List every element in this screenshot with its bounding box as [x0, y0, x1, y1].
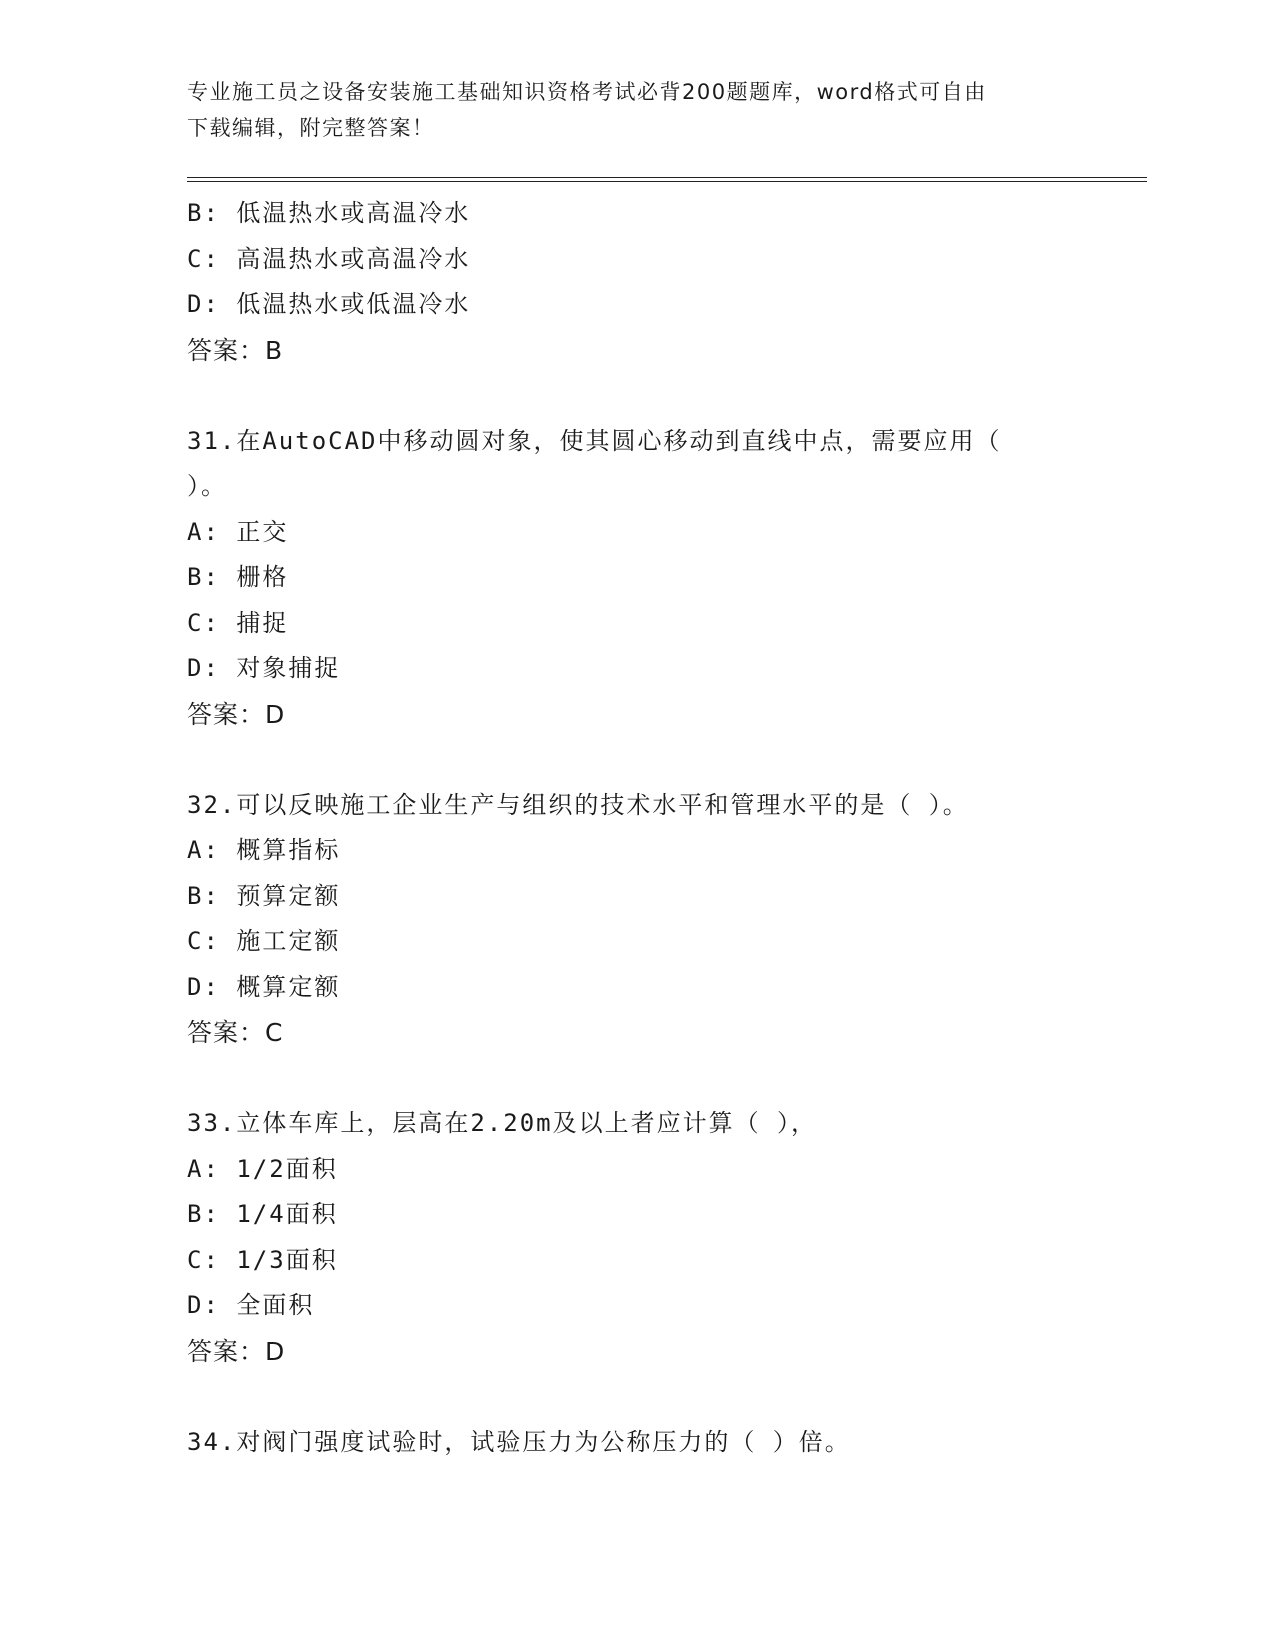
- question-stem: 34.对阀门强度试验时，试验压力为公称压力的（ ）倍。: [187, 1427, 851, 1456]
- option-c: C: 1/3面积: [187, 1245, 338, 1274]
- option-b: B: 栅格: [187, 563, 289, 591]
- option-c: C: 施工定额: [187, 927, 341, 955]
- question-31: [187, 419, 1147, 738]
- option-a: A: 概算指标: [187, 836, 341, 864]
- question-stem: 31.在AutoCAD中移动圆对象，使其圆心移动到直线中点，需要应用（: [187, 426, 1002, 455]
- option-c: C: 捕捉: [187, 608, 289, 637]
- header-line-2: 下载编辑，附完整答案！: [187, 116, 435, 140]
- option-c: C: 高温热水或高温冷水: [187, 244, 471, 273]
- header-divider: [187, 177, 1147, 182]
- option-d: D: 低温热水或低温冷水: [187, 290, 471, 318]
- question-list: [187, 191, 1147, 1465]
- question-stem: 33.立体车库上，层高在2.20m及以上者应计算（ ），: [187, 1109, 818, 1137]
- answer-line: 答案：D: [187, 1336, 286, 1366]
- question-33: [187, 1101, 1147, 1374]
- option-b: B: 预算定额: [187, 881, 341, 910]
- question-30-continuation: [187, 191, 1147, 373]
- option-a: A: 1/2面积: [187, 1154, 338, 1183]
- option-a: A: 正交: [187, 517, 289, 546]
- option-d: D: 全面积: [187, 1291, 315, 1319]
- question-34: [187, 1420, 1147, 1466]
- option-d: D: 概算定额: [187, 972, 341, 1001]
- question-stem: 32.可以反映施工企业生产与组织的技术水平和管理水平的是（ ）。: [187, 790, 969, 819]
- document-page: [187, 0, 1147, 1650]
- answer-line: 答案：B: [187, 335, 284, 365]
- answer-line: 答案：C: [187, 1018, 284, 1047]
- option-b: B: 1/4面积: [187, 1200, 338, 1228]
- question-stem-continued: ）。: [187, 472, 227, 500]
- question-32: [187, 783, 1147, 1056]
- answer-line: 答案：D: [187, 699, 286, 729]
- document-header: [187, 74, 1087, 146]
- option-b: B: 低温热水或高温冷水: [187, 199, 471, 227]
- option-d: D: 对象捕捉: [187, 654, 341, 682]
- header-line-1: 专业施工员之设备安装施工基础知识资格考试必背200题题库，word格式可自由: [187, 80, 987, 104]
